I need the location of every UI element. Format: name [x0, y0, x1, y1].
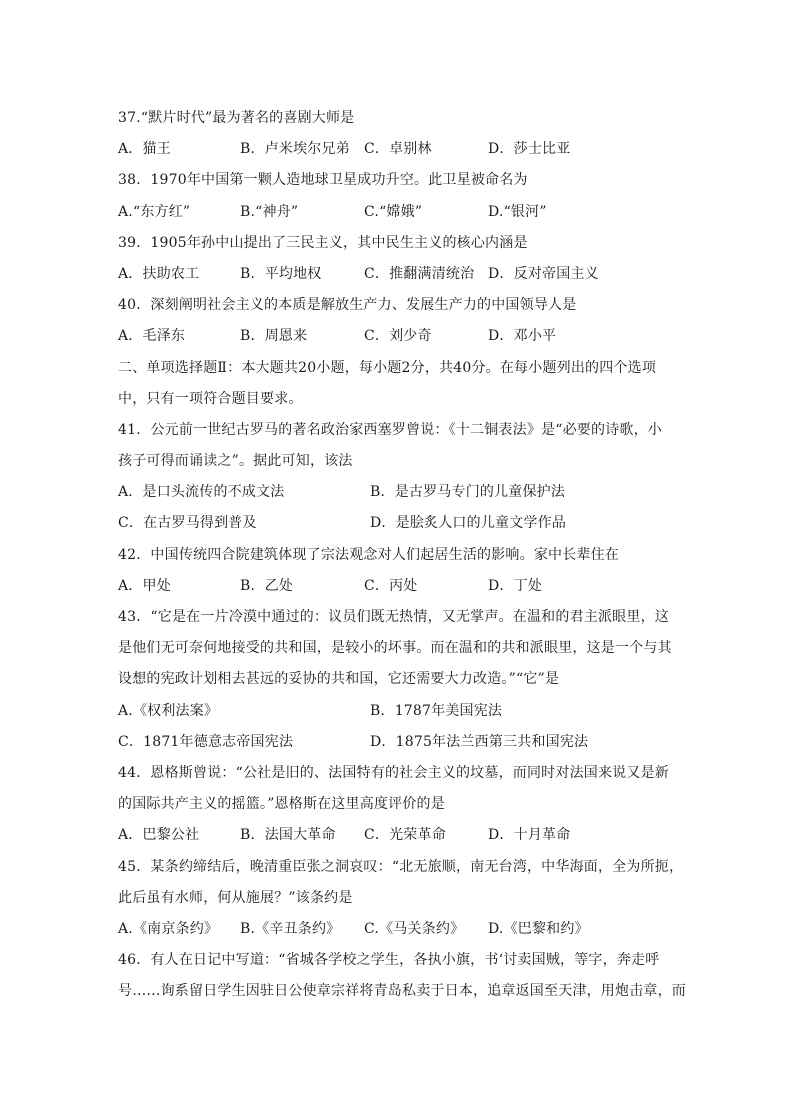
question-41-options-row-2 [118, 508, 678, 539]
option-b: B．法国大革命 [240, 827, 336, 844]
option-b: B．平均地权 [240, 265, 322, 282]
option-a: A．甲处 [118, 577, 171, 594]
page-content [118, 103, 686, 1007]
option-d: D.“银河” [488, 203, 547, 220]
question-45-options [118, 914, 678, 945]
question-43-options-row-2 [118, 727, 678, 758]
question-44-options [118, 820, 678, 851]
option-d: D．是脍炙人口的儿童文学作品 [370, 515, 567, 532]
question-41-stem-line-1: 41．公元前一世纪古罗马的著名政治家西塞罗曾说：《十二铜表法》是“必要的诗歌，小 [118, 421, 662, 438]
option-a: A.“东方红” [118, 203, 191, 220]
question-39-options [118, 259, 678, 290]
option-c: C.《马关条约》 [364, 920, 465, 937]
option-c: C．推翻满清统治 [364, 265, 475, 282]
question-38-options [118, 197, 678, 228]
option-c: C．1871年德意志帝国宪法 [118, 733, 294, 750]
question-40-stem: 40．深刻阐明社会主义的本质是解放生产力、发展生产力的中国领导人是 [118, 297, 577, 314]
option-d: D．莎士比亚 [488, 141, 571, 158]
option-c: C.“嫦娥” [364, 203, 423, 220]
option-a: A．扶助农工 [118, 265, 200, 282]
question-38-stem: 38．1970年中国第一颗人造地球卫星成功升空。此卫星被命名为 [118, 172, 528, 189]
option-c: C．光荣革命 [364, 827, 446, 844]
option-d: D．反对帝国主义 [488, 265, 599, 282]
question-37-stem: 37.“默片时代”最为著名的喜剧大师是 [118, 110, 355, 126]
question-46-stem-line-1: 46．有人在日记中写道：“省城各学校之学生，各执小旗，书‘讨卖国贼，等字，奔走呼 [118, 952, 660, 969]
question-40-options [118, 321, 678, 352]
question-42-options [118, 571, 678, 602]
question-45-stem-line-2: 此后虽有水师，何从施展？”该条约是 [118, 889, 353, 906]
option-a: A．是口头流传的不成文法 [118, 484, 285, 501]
question-41-stem-line-2: 孩子可得而诵读之”。据此可知，该法 [118, 453, 353, 470]
option-c: C．卓别林 [364, 141, 432, 158]
option-a: A．巴黎公社 [118, 827, 200, 844]
question-46-stem-line-2: 号……询系留日学生因驻日公使章宗祥将青岛私卖于日本，追章返国至天津，用炮击章，而 [118, 983, 686, 1000]
option-c: C．刘少奇 [364, 328, 432, 345]
option-d: D．丁处 [488, 577, 543, 594]
option-b: B．1787年美国宪法 [370, 702, 503, 719]
option-a: A.《南京条约》 [118, 920, 219, 937]
question-45-stem-line-1: 45．某条约缔结后，晚清重臣张之洞哀叹：“北无旅顺，南无台湾，中华海面，全为所扼， [118, 858, 684, 875]
option-a: A．猫王 [118, 141, 171, 158]
section-heading-line-1: 二、单项选择题Ⅱ：本大题共20小题，每小题2分，共40分。在每小题列出的四个选项 [118, 359, 657, 376]
option-b: B．周恩来 [240, 328, 308, 345]
question-44-stem-line-2: 的国际共产主义的摇篮。”恩格斯在这里高度评价的是 [118, 796, 445, 813]
option-c: C．丙处 [364, 577, 418, 594]
option-d: D．十月革命 [488, 827, 571, 844]
option-b: B.《辛丑条约》 [240, 920, 341, 937]
question-42-stem: 42．中国传统四合院建筑体现了宗法观念对人们起居生活的影响。家中长辈住在 [118, 546, 620, 563]
option-d: D.《巴黎和约》 [488, 920, 589, 937]
option-c: C．在古罗马得到普及 [118, 515, 257, 532]
section-heading-line-2: 中，只有一项符合题目要求。 [118, 390, 303, 407]
option-b: B．乙处 [240, 577, 294, 594]
question-39-stem: 39．1905年孙中山提出了三民主义，其中民生主义的核心内涵是 [118, 234, 528, 251]
option-b: B．卢米埃尔兄弟 [240, 141, 350, 158]
option-b: B．是古罗马专门的儿童保护法 [370, 484, 566, 501]
question-43-stem-line-1: 43．“它是在一片冷漠中通过的：议员们既无热情，又无掌声。在温和的君主派眼里，这 [118, 609, 669, 625]
option-d: D．邓小平 [488, 328, 557, 345]
option-b: B.“神舟” [240, 203, 299, 220]
question-37-options [118, 134, 678, 165]
option-a: A.《权利法案》 [118, 702, 219, 719]
option-d: D．1875年法兰西第三共和国宪法 [370, 733, 589, 750]
question-43-options-row-1 [118, 696, 678, 727]
question-43-stem-line-2: 是他们无可奈何地接受的共和国，是较小的坏事。而在温和的共和派眼里，这是一个与其 [118, 640, 672, 657]
question-41-options-row-1 [118, 477, 678, 508]
question-43-stem-line-3: 设想的宪政计划相去甚远的妥协的共和国，它还需要大力改造。”“它”是 [118, 671, 560, 688]
option-a: A．毛泽东 [118, 328, 186, 345]
question-44-stem-line-1: 44．恩格斯曾说：“公社是旧的、法国特有的社会主义的坟墓，而同时对法国来说又是新 [118, 764, 669, 781]
